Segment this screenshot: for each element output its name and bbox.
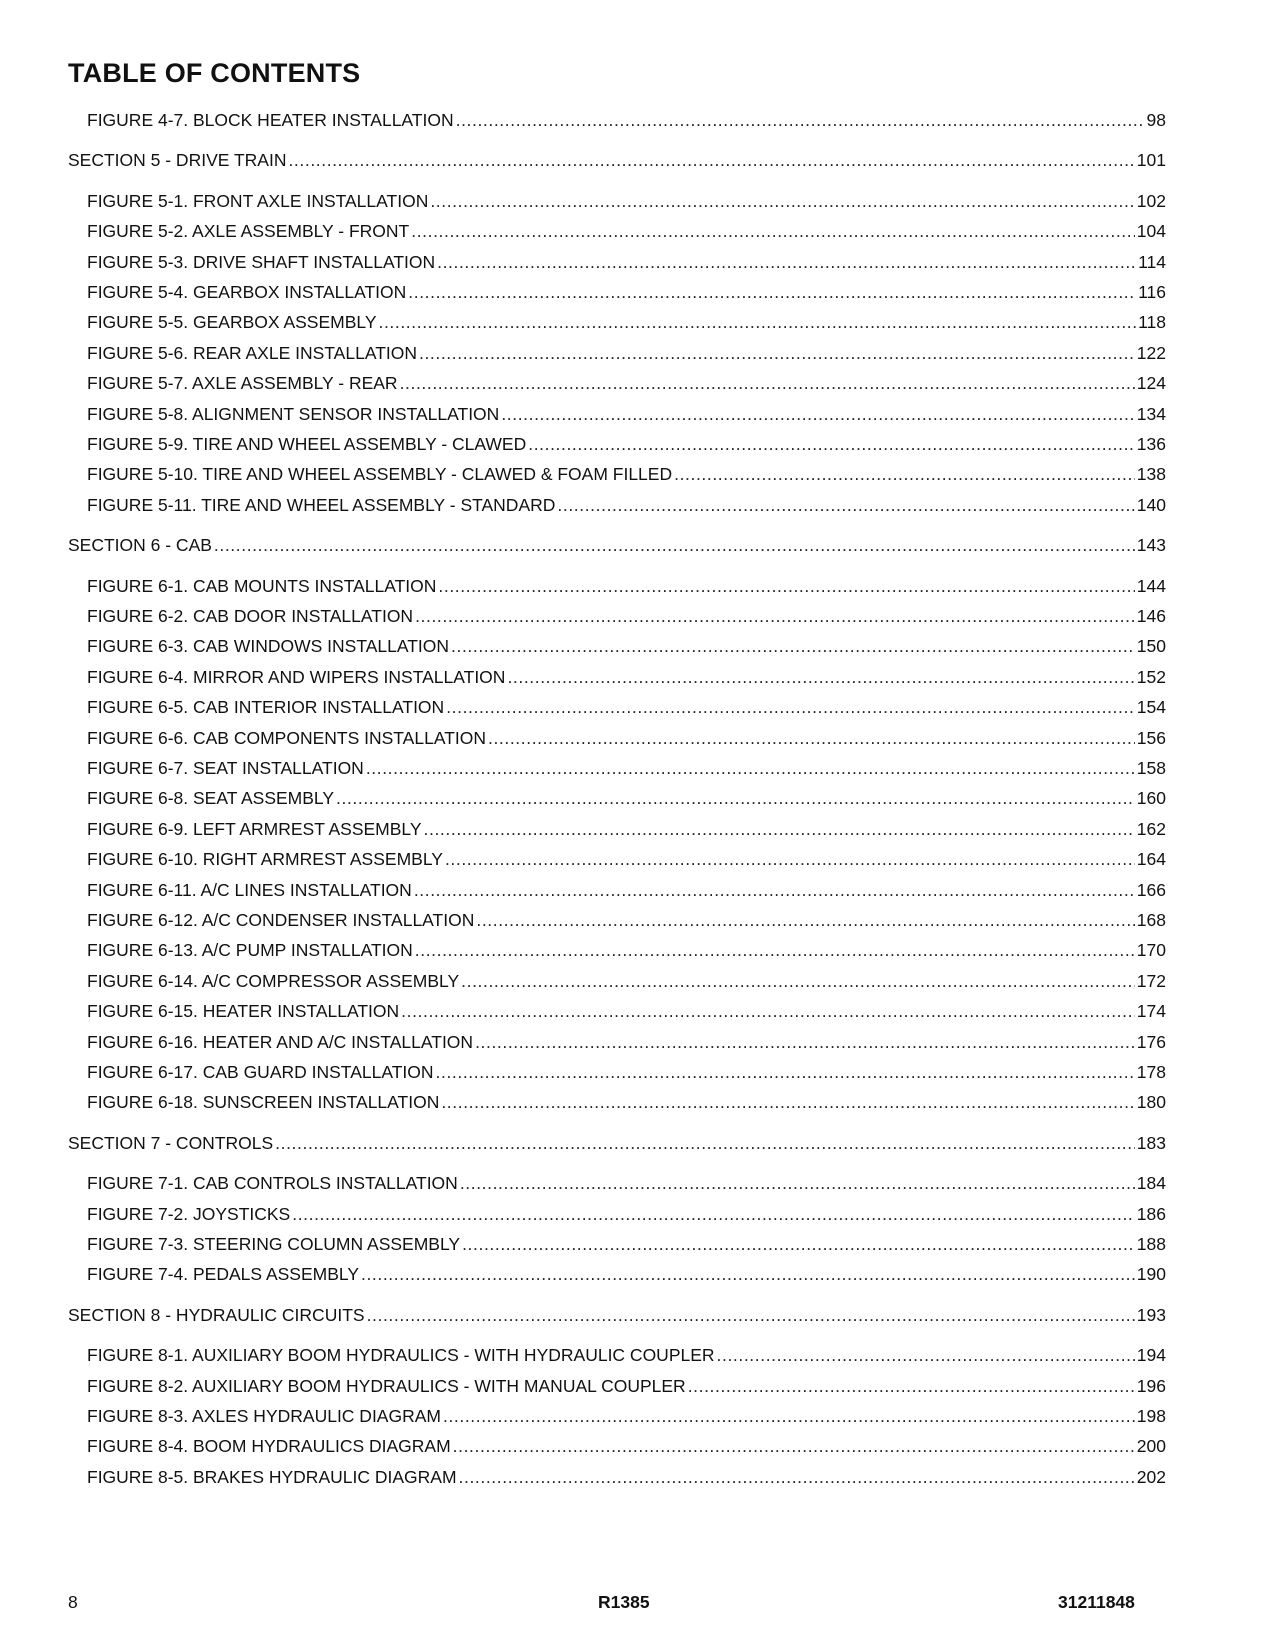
toc-dot-leader [411,220,1135,242]
toc-entry-title: FIGURE 6-15. HEATER INSTALLATION [87,1001,400,1022]
toc-entry-title: FIGURE 6-2. CAB DOOR INSTALLATION [87,606,414,626]
toc-figure-entry[interactable] [87,433,1166,455]
toc-dot-leader [462,1233,1135,1255]
toc-entry-title: FIGURE 8-4. BOOM HYDRAULICS DIAGRAM [87,1436,451,1457]
toc-dot-leader [415,605,1135,627]
toc-entry-title: FIGURE 6-6. CAB COMPONENTS INSTALLATION [87,727,486,748]
toc-entry-title: FIGURE 6-3. CAB WINDOWS INSTALLATION [87,636,450,657]
toc-entry-page: 186 [1136,1203,1166,1224]
toc-entry-page: 146 [1136,606,1166,626]
toc-entry-title: FIGURE 7-2. JOYSTICKS [87,1203,291,1224]
toc-section-entry[interactable] [68,149,1166,171]
toc-entry-title: FIGURE 8-5. BRAKES HYDRAULIC DIAGRAM [87,1466,457,1487]
toc-entry-page: 166 [1136,879,1166,900]
toc-entry-page: 176 [1136,1031,1166,1052]
toc-entry-page: 158 [1136,758,1166,778]
toc-figure-entry[interactable] [87,1435,1166,1457]
toc-figure-entry[interactable] [87,1000,1166,1022]
toc-dot-leader [443,1405,1135,1427]
toc-entry-title: FIGURE 6-16. HEATER AND A/C INSTALLATION [87,1031,474,1052]
toc-section-entry[interactable] [68,534,1166,556]
toc-dot-leader [507,666,1134,688]
toc-figure-entry[interactable] [87,342,1166,364]
toc-figure-entry[interactable] [87,220,1166,242]
toc-entry-page: 122 [1136,342,1166,363]
toc-dot-leader [414,879,1135,901]
toc-figure-entry[interactable] [87,1061,1166,1083]
toc-entry-title: FIGURE 6-1. CAB MOUNTS INSTALLATION [87,575,437,596]
toc-dot-leader [476,909,1134,931]
toc-dot-leader [336,787,1135,809]
footer-page-number: 8 [68,1592,78,1612]
toc-entry-page: 190 [1136,1264,1166,1285]
toc-dot-leader [501,403,1134,425]
toc-entry-title: FIGURE 6-8. SEAT ASSEMBLY [87,788,335,809]
toc-dot-leader [430,190,1134,212]
toc-entry-page: 188 [1136,1234,1166,1254]
toc-dot-leader [367,1304,1135,1326]
toc-entry-title: FIGURE 5-10. TIRE AND WHEEL ASSEMBLY - CLAWED & FOAM FILLED [87,464,673,485]
toc-entry-page: 168 [1136,910,1166,930]
toc-entry-title: FIGURE 5-5. GEARBOX ASSEMBLY [87,312,377,333]
toc-dot-leader [419,342,1135,364]
toc-entry-title: FIGURE 6-12. A/C CONDENSER INSTALLATION [87,910,475,930]
toc-entry-title: FIGURE 8-1. AUXILIARY BOOM HYDRAULICS - WITH HYDRAULIC COUPLER [87,1345,715,1366]
toc-entry-page: 140 [1136,494,1166,515]
toc-figure-entry[interactable] [87,109,1166,131]
toc-entry-page: 136 [1136,434,1166,454]
toc-entry-page: 170 [1136,940,1166,961]
toc-entry-title: SECTION 7 - CONTROLS [68,1132,274,1153]
toc-entry-title: FIGURE 8-3. AXLES HYDRAULIC DIAGRAM [87,1406,441,1426]
toc-dot-leader [459,1466,1135,1488]
toc-entry-title: FIGURE 7-1. CAB CONTROLS INSTALLATION [87,1173,458,1194]
toc-dot-leader [400,372,1135,394]
toc-entry-page: 134 [1136,403,1166,424]
toc-dot-leader [214,534,1135,556]
toc-dot-leader [528,433,1135,455]
toc-dot-leader [424,818,1135,840]
toc-entry-title: FIGURE 6-18. SUNSCREEN INSTALLATION [87,1092,440,1113]
toc-entry-page: 144 [1136,575,1166,596]
toc-dot-leader [717,1344,1135,1366]
toc-figure-entry[interactable] [87,909,1166,931]
toc-entry-page: 164 [1136,849,1166,870]
toc-entry-page: 138 [1136,464,1166,485]
toc-figure-entry[interactable] [87,848,1166,870]
toc-entry-page: 104 [1136,221,1166,242]
toc-entry-title: FIGURE 5-3. DRIVE SHAFT INSTALLATION [87,251,436,272]
toc-dot-leader [361,1263,1135,1285]
toc-entry-title: FIGURE 5-2. AXLE ASSEMBLY - FRONT [87,221,410,242]
toc-entry-title: FIGURE 6-13. A/C PUMP INSTALLATION [87,940,413,961]
toc-entry-title: FIGURE 6-9. LEFT ARMREST ASSEMBLY [87,818,422,839]
toc-entry-page: 202 [1136,1466,1166,1487]
toc-entry-page: 150 [1136,636,1166,657]
toc-figure-entry[interactable] [87,1172,1166,1194]
toc-figure-entry[interactable] [87,1233,1166,1255]
toc-dot-leader [475,1031,1135,1053]
toc-entry-page: 172 [1136,970,1166,991]
toc-entry-title: FIGURE 4-7. BLOCK HEATER INSTALLATION [87,110,454,130]
toc-entry-page: 162 [1136,818,1166,839]
toc-entry-page: 193 [1136,1304,1166,1325]
toc-figure-entry[interactable] [87,787,1166,809]
toc-entry-title: FIGURE 5-7. AXLE ASSEMBLY - REAR [87,373,398,394]
toc-figure-entry[interactable] [87,251,1166,273]
toc-section-entry[interactable] [68,1132,1166,1154]
toc-section-entry[interactable] [68,1304,1166,1326]
toc-dot-leader [445,848,1135,870]
toc-dot-leader [366,757,1135,779]
toc-entry-title: FIGURE 5-6. REAR AXLE INSTALLATION [87,342,417,363]
toc-figure-entry[interactable] [87,1466,1166,1488]
toc-figure-entry[interactable] [87,190,1166,212]
toc-figure-entry[interactable] [87,1344,1166,1366]
footer-model: R1385 [598,1592,650,1612]
toc-dot-leader [379,311,1137,333]
toc-figure-entry[interactable] [87,1031,1166,1053]
toc-dot-leader [461,970,1135,992]
toc-dot-leader [401,1000,1135,1022]
toc-dot-leader [275,1132,1135,1154]
toc-entry-page: 152 [1136,666,1166,687]
toc-figure-entry[interactable] [87,575,1166,597]
toc-figure-entry[interactable] [87,311,1166,333]
toc-figure-entry[interactable] [87,635,1166,657]
toc-entry-page: 180 [1136,1092,1166,1113]
toc-entry-page: 116 [1138,282,1166,302]
toc-entry-title: FIGURE 8-2. AUXILIARY BOOM HYDRAULICS - WITH MANUAL COUPLER [87,1375,686,1396]
toc-dot-leader [674,463,1135,485]
toc-entry-page: 160 [1136,788,1166,809]
toc-entry-page: 183 [1136,1132,1166,1153]
toc-entry-page: 174 [1136,1001,1166,1022]
toc-entry-title: FIGURE 6-5. CAB INTERIOR INSTALLATION [87,697,445,718]
toc-entry-page: 184 [1136,1173,1166,1194]
toc-entry-page: 101 [1136,150,1166,171]
toc-dot-leader [453,1435,1135,1457]
toc-entry-title: FIGURE 5-11. TIRE AND WHEEL ASSEMBLY - STANDARD [87,494,556,515]
toc-entry-title: SECTION 6 - CAB [68,535,212,556]
toc-entry-title: FIGURE 6-11. A/C LINES INSTALLATION [87,879,412,900]
toc-entry-title: FIGURE 7-3. STEERING COLUMN ASSEMBLY [87,1234,461,1254]
page-title: TABLE OF CONTENTS [68,58,361,88]
toc-entry-title: FIGURE 5-4. GEARBOX INSTALLATION [87,282,407,302]
toc-dot-leader [408,281,1136,303]
toc-entry-page: 102 [1136,190,1166,211]
toc-figure-entry[interactable] [87,403,1166,425]
toc-figure-entry[interactable] [87,463,1166,485]
toc-entry-page: 200 [1136,1436,1166,1457]
toc-dot-leader [292,1203,1135,1225]
toc-figure-entry[interactable] [87,1405,1166,1427]
toc-dot-leader [436,1061,1135,1083]
toc-entry-title: SECTION 8 - HYDRAULIC CIRCUITS [68,1304,365,1325]
toc-dot-leader [437,251,1136,273]
toc-figure-entry[interactable] [87,970,1166,992]
toc-entry-page: 98 [1146,110,1166,130]
toc-dot-leader [288,149,1134,171]
toc-figure-entry[interactable] [87,1263,1166,1285]
toc-figure-entry[interactable] [87,879,1166,901]
toc-figure-entry[interactable] [87,727,1166,749]
footer-doc-number: 31211848 [1058,1592,1135,1612]
toc-entry-page: 198 [1136,1406,1166,1426]
toc-entry-page: 154 [1136,697,1166,718]
toc-dot-leader [456,109,1145,131]
toc-figure-entry[interactable] [87,494,1166,516]
toc-entry-page: 118 [1138,312,1166,333]
toc-entry-page: 143 [1136,535,1166,556]
toc-entry-title: FIGURE 6-17. CAB GUARD INSTALLATION [87,1062,434,1082]
toc-figure-entry[interactable] [87,757,1166,779]
toc-figure-entry[interactable] [87,605,1166,627]
toc-dot-leader [441,1091,1134,1113]
toc-entry-page: 156 [1136,727,1166,748]
toc-figure-entry[interactable] [87,666,1166,688]
toc-entry-title: FIGURE 5-9. TIRE AND WHEEL ASSEMBLY - CLAWED [87,434,527,454]
toc-dot-leader [488,727,1135,749]
toc-figure-entry[interactable] [87,696,1166,718]
toc-entry-page: 178 [1136,1062,1166,1082]
toc-dot-leader [557,494,1134,516]
toc-figure-entry[interactable] [87,372,1166,394]
toc-dot-leader [438,575,1134,597]
toc-dot-leader [415,939,1135,961]
toc-figure-entry[interactable] [87,939,1166,961]
toc-entry-title: FIGURE 6-10. RIGHT ARMREST ASSEMBLY [87,849,443,870]
toc-entry-page: 194 [1136,1345,1166,1366]
toc-entry-title: FIGURE 6-4. MIRROR AND WIPERS INSTALLATION [87,666,506,687]
toc-figure-entry[interactable] [87,1375,1166,1397]
toc-dot-leader [460,1172,1135,1194]
toc-entry-title: FIGURE 5-1. FRONT AXLE INSTALLATION [87,190,429,211]
toc-figure-entry[interactable] [87,1203,1166,1225]
toc-entry-page: 114 [1138,251,1166,272]
toc-entry-title: FIGURE 5-8. ALIGNMENT SENSOR INSTALLATION [87,403,500,424]
toc-entry-title: FIGURE 6-7. SEAT INSTALLATION [87,758,364,778]
toc-entry-title: FIGURE 7-4. PEDALS ASSEMBLY [87,1264,359,1285]
toc-dot-leader [451,635,1135,657]
toc-figure-entry[interactable] [87,281,1166,303]
toc-entry-page: 196 [1136,1375,1166,1396]
toc-entry-title: FIGURE 6-14. A/C COMPRESSOR ASSEMBLY [87,970,460,991]
toc-figure-entry[interactable] [87,818,1166,840]
toc-dot-leader [688,1375,1135,1397]
toc-entry-page: 124 [1136,373,1166,394]
toc-entry-title: SECTION 5 - DRIVE TRAIN [68,150,287,171]
toc-figure-entry[interactable] [87,1091,1166,1113]
toc-dot-leader [446,696,1135,718]
